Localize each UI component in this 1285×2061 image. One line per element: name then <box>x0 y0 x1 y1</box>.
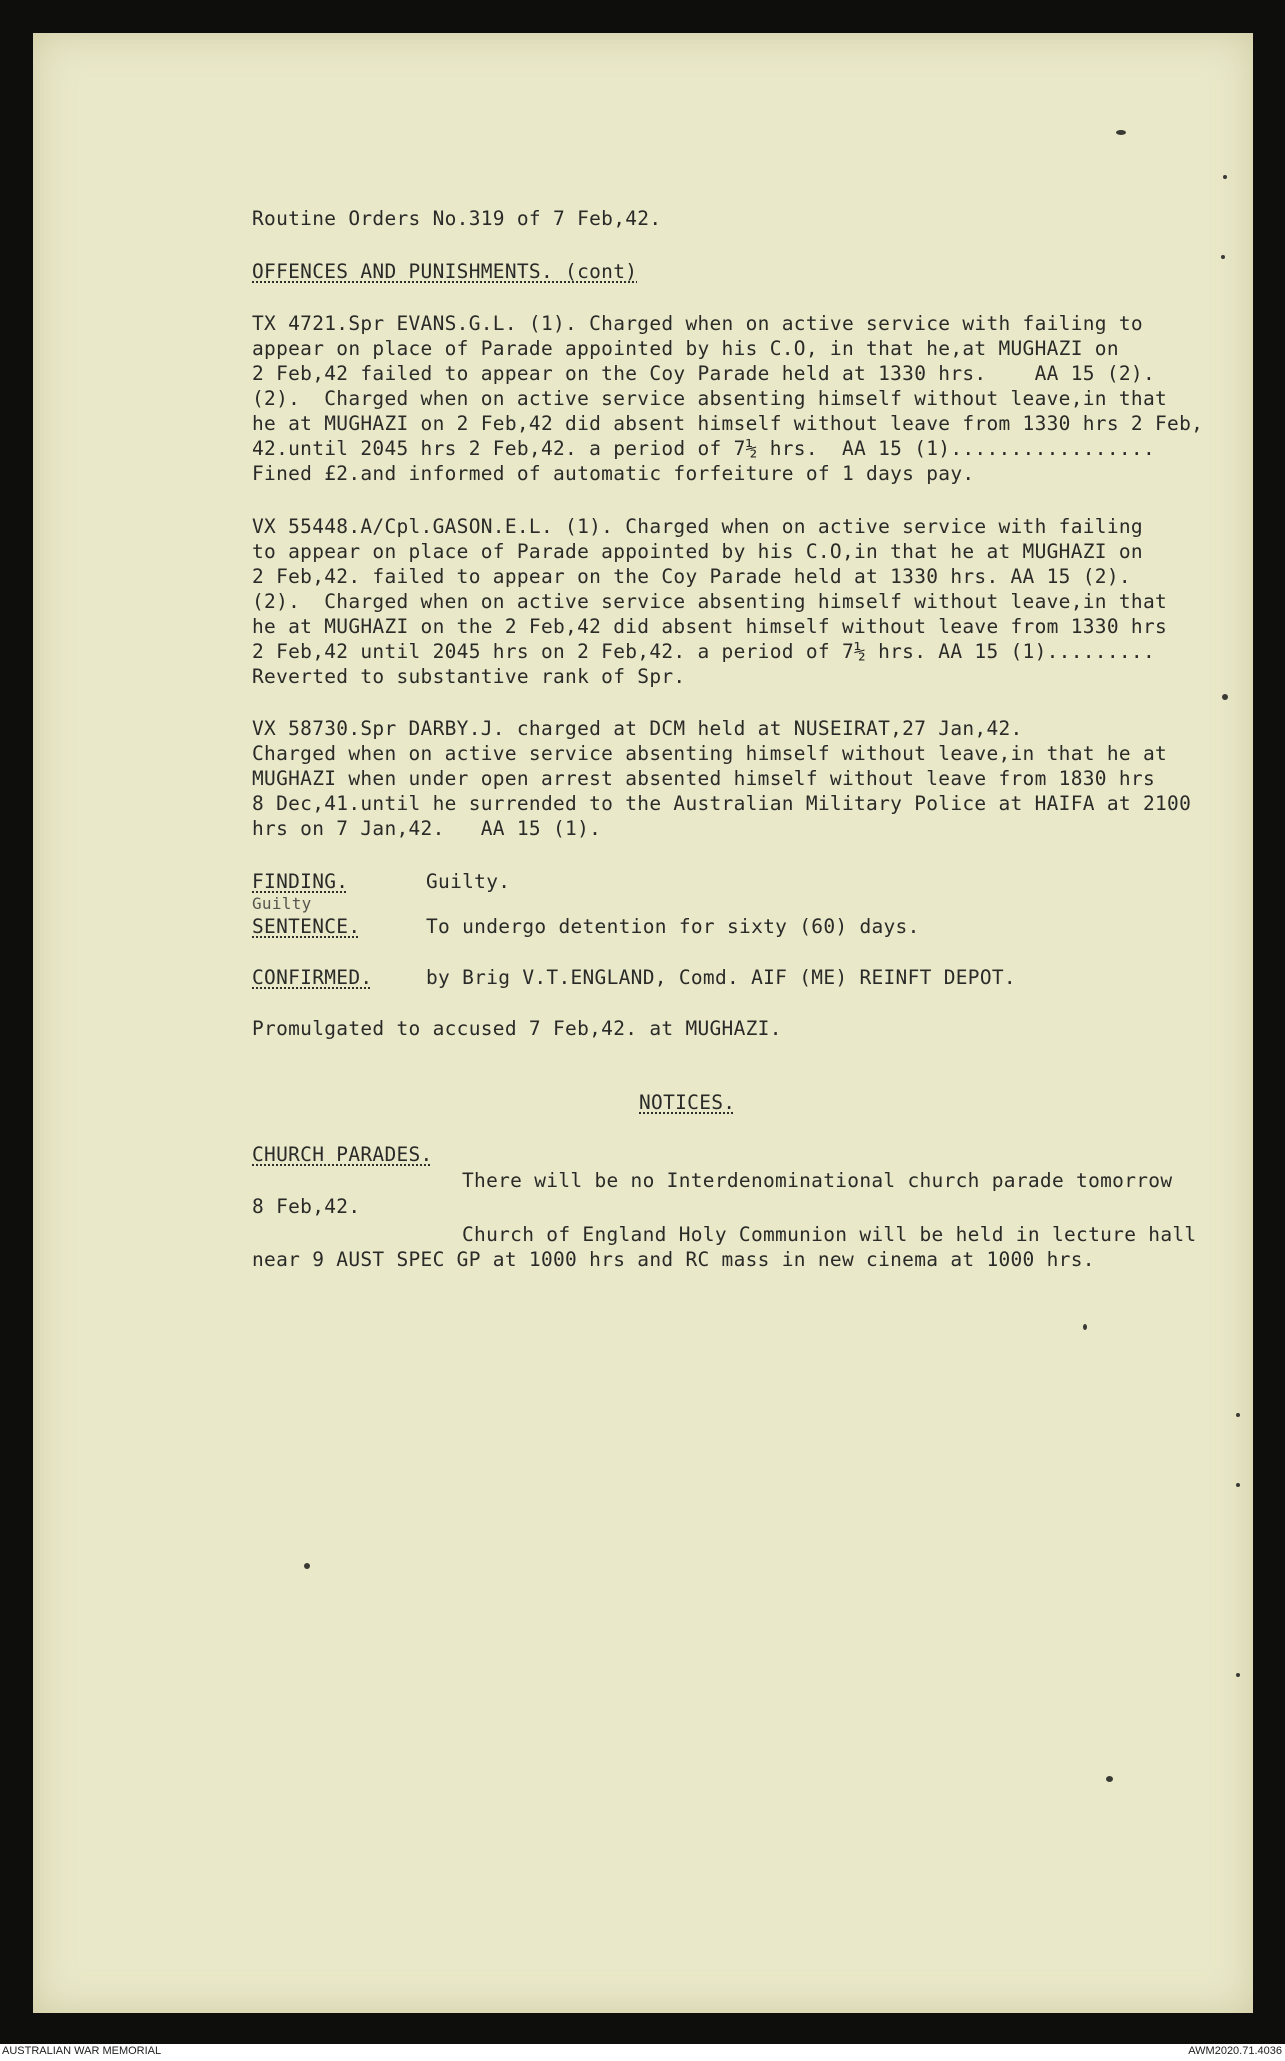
paper-speck <box>1236 1413 1240 1417</box>
footer-source: AUSTRALIAN WAR MEMORIAL <box>2 2045 162 2057</box>
case-line: Charged when on active service absenting himself without leave,in that he at <box>252 742 1168 765</box>
case-line: to appear on place of Parade appointed by his C.O,in that he at MUGHAZI on <box>252 540 1143 563</box>
sentence-value: To undergo detention for sixty (60) days. <box>426 915 920 938</box>
case-line: Fined £2.and informed of automatic forfeiture of 1 days pay. <box>252 462 975 485</box>
church-parades-heading: CHURCH PARADES. <box>252 1143 433 1166</box>
promulgated-line: Promulgated to accused 7 Feb,42. at MUGHAZI. <box>252 1017 782 1040</box>
finding-label: FINDING. <box>252 870 349 893</box>
case-line: he at MUGHAZI on the 2 Feb,42 did absent himself without leave from 1330 hrs <box>252 615 1168 638</box>
church-line: near 9 AUST SPEC GP at 1000 hrs and RC mass in new cinema at 1000 hrs. <box>252 1248 1095 1271</box>
paper-speck <box>1236 1483 1240 1487</box>
paper-speck <box>1106 1776 1113 1782</box>
paper-speck <box>304 1563 310 1569</box>
paper-speck <box>1236 1673 1240 1677</box>
case-line: VX 58730.Spr DARBY.J. charged at DCM held at NUSEIRAT,27 Jan,42. <box>252 717 1023 740</box>
case-line: 2 Feb,42. failed to appear on the Coy Parade held at 1330 hrs. AA 15 (2). <box>252 565 1131 588</box>
finding-value: Guilty. <box>426 870 511 893</box>
archive-footer <box>0 2044 1285 2061</box>
case-line: he at MUGHAZI on 2 Feb,42 did absent himself without leave from 1330 hrs 2 Feb, <box>252 412 1204 435</box>
paper-speck <box>1116 130 1126 135</box>
offences-heading: OFFENCES AND PUNISHMENTS. (cont) <box>252 260 638 283</box>
paper-speck <box>1222 694 1228 700</box>
case-line: appear on place of Parade appointed by his C.O, in that he,at MUGHAZI on <box>252 337 1119 360</box>
routine-orders-title: Routine Orders No.319 of 7 Feb,42. <box>252 207 662 230</box>
case-line: 2 Feb,42 failed to appear on the Coy Parade held at 1330 hrs. AA 15 (2). <box>252 362 1155 385</box>
case-line: 8 Dec,41.until he surrended to the Australian Military Police at HAIFA at 2100 <box>252 792 1192 815</box>
paper-speck <box>1221 255 1225 259</box>
paper-speck <box>1223 175 1227 179</box>
church-line: 8 Feb,42. <box>252 1195 361 1218</box>
church-line: Church of England Holy Communion will be held in lecture hall <box>462 1223 1197 1246</box>
finding-note: Guilty <box>252 894 312 913</box>
confirmed-label: CONFIRMED. <box>252 966 373 989</box>
notices-heading: NOTICES. <box>639 1091 736 1114</box>
church-line: There will be no Interdenominational church parade tomorrow <box>462 1169 1173 1192</box>
case-line: TX 4721.Spr EVANS.G.L. (1). Charged when on active service with failing to <box>252 312 1143 335</box>
case-line: VX 55448.A/Cpl.GASON.E.L. (1). Charged when on active service with failing <box>252 515 1143 538</box>
sentence-label: SENTENCE. <box>252 915 361 938</box>
document-page <box>33 33 1253 2013</box>
case-line: hrs on 7 Jan,42. AA 15 (1). <box>252 817 602 840</box>
confirmed-value: by Brig V.T.ENGLAND, Comd. AIF (ME) REINFT DEPOT. <box>426 966 1016 989</box>
case-line: (2). Charged when on active service absenting himself without leave,in that <box>252 590 1168 613</box>
case-line: (2). Charged when on active service absenting himself without leave,in that <box>252 387 1168 410</box>
paper-speck <box>1083 1324 1087 1330</box>
footer-accession-number: AWM2020.71.4036 <box>1188 2045 1282 2057</box>
case-line: 42.until 2045 hrs 2 Feb,42. a period of 7½ hrs. AA 15 (1)................. <box>252 437 1155 460</box>
case-line: 2 Feb,42 until 2045 hrs on 2 Feb,42. a period of 7½ hrs. AA 15 (1)......... <box>252 640 1155 663</box>
case-line: Reverted to substantive rank of Spr. <box>252 665 686 688</box>
case-line: MUGHAZI when under open arrest absented himself without leave from 1830 hrs <box>252 767 1155 790</box>
